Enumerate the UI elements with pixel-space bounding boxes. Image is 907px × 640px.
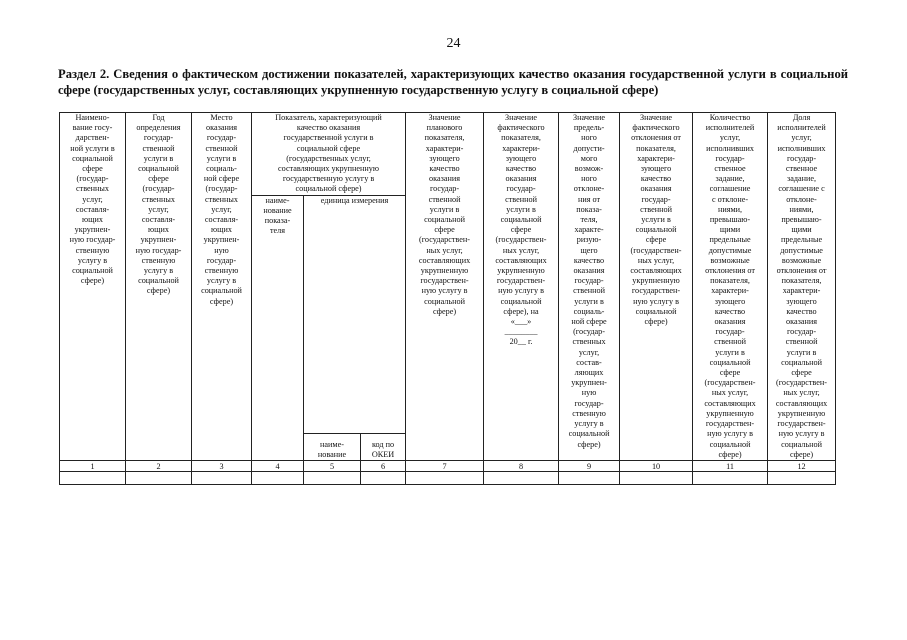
empty-cell: [126, 471, 192, 484]
column-numbers-row: [60, 460, 836, 471]
empty-cell: [484, 471, 559, 484]
header-unit-group: единица измерения: [304, 195, 406, 433]
header-row-1: [60, 113, 836, 196]
header-actual-value: Значение фактического показателя, характери- зующего качество оказания государ- ственной услуги в социальной сфере (государствен- ных услуг, составляющих укрупненную государствен- ную услугу в социальной сфере), на «___» ________ 20__ г.: [484, 113, 559, 461]
column-number: 4: [252, 460, 304, 471]
header-allowed-deviation: Значение предель- ного допусти- мого возмож- ного отклоне- ния от показа- теля, характе- ризую- щего качество оказания государ- ственной услуги в социаль- ной сфере (государ- ственных услуг, состав- ляющих укрупнен- ную государ- ственную услугу в социальной сфере): [559, 113, 620, 461]
empty-cell: [693, 471, 768, 484]
empty-cell: [304, 471, 361, 484]
header-actual-deviation: Значение фактического отклонения от показателя, характери- зующего качество оказания государ- ственной услуги в социальной сфере (государствен- ных услуг, составляющих укрупненную государствен- ную услугу в социальной сфере): [620, 113, 693, 461]
header-service-name: Наимено- вание госу- дарствен- ной услуги в социальной сфере (государ- ственных услуг, составля- ющих укрупнен- ную государ- ственную услугу в социальной сфере): [60, 113, 126, 461]
header-place: Место оказания государ- ственной услуги в социаль- ной сфере (государ- ственных услуг, составля- ющих укрупнен- ную государ- ственную услугу в социальной сфере): [192, 113, 252, 461]
column-number: 12: [768, 460, 836, 471]
header-executors-share: Доля исполнителей услуг, исполнивших государ- ственное задание, соглашение с отклоне- ниями, превышаю- щими предельные допустимые возможные отклонения от показателя, характери- зующего качество оказания государ- ственной услуги в социальной сфере (государствен- ных услуг, составляющих укрупненную государствен- ную услугу в социальной сфере): [768, 113, 836, 461]
empty-cell: [361, 471, 406, 484]
column-number: 8: [484, 460, 559, 471]
empty-cell: [406, 471, 484, 484]
header-unit-name: наиме- нование: [304, 433, 361, 460]
header-indicator-name: наиме- нование показа- теля: [252, 195, 304, 460]
empty-cell: [768, 471, 836, 484]
section-title: Раздел 2. Сведения о фактическом достижении показателей, характеризующих качество оказания государственной услуги в социальной сфере (государственных услуг, составляющих укрупненную государственную услугу в социальной сфере): [58, 67, 848, 97]
page-number: 24: [446, 36, 461, 51]
header-okei-code: код по ОКЕИ: [361, 433, 406, 460]
indicators-table: [59, 112, 836, 485]
column-number: 3: [192, 460, 252, 471]
column-number: 5: [304, 460, 361, 471]
header-indicator-group: Показатель, характеризующий качество оказания государственной услуги в социальной сфере (государственных услуг, составляющих укрупненную государственную услугу в социальной сфере): [252, 113, 406, 196]
column-number: 11: [693, 460, 768, 471]
empty-data-row: [60, 471, 836, 484]
column-number: 1: [60, 460, 126, 471]
header-planned-value: Значение планового показателя, характери- зующего качество оказания государ- ственной услуги в социальной сфере (государствен- ных услуг, составляющих укрупненную государствен- ную услугу в социальной сфере): [406, 113, 484, 461]
column-number: 10: [620, 460, 693, 471]
column-number: 6: [361, 460, 406, 471]
column-number: 9: [559, 460, 620, 471]
column-number: 2: [126, 460, 192, 471]
empty-cell: [192, 471, 252, 484]
header-executors-count: Количество исполнителей услуг, исполнивших государ- ственное задание, соглашение с отклоне- ниями, превышаю- щими предельные допустимые возможные отклонения от показателя, характери- зующего качество оказания государ- ственной услуги в социальной сфере (государствен- ных услуг, составляющих укрупненную государствен- ную услугу в социальной сфере): [693, 113, 768, 461]
empty-cell: [559, 471, 620, 484]
empty-cell: [252, 471, 304, 484]
empty-cell: [620, 471, 693, 484]
header-year: Год определения государ- ственной услуги в социальной сфере (государ- ственных услуг, составля- ющих укрупнен- ную государ- ственную услугу в социальной сфере): [126, 113, 192, 461]
empty-cell: [60, 471, 126, 484]
column-number: 7: [406, 460, 484, 471]
